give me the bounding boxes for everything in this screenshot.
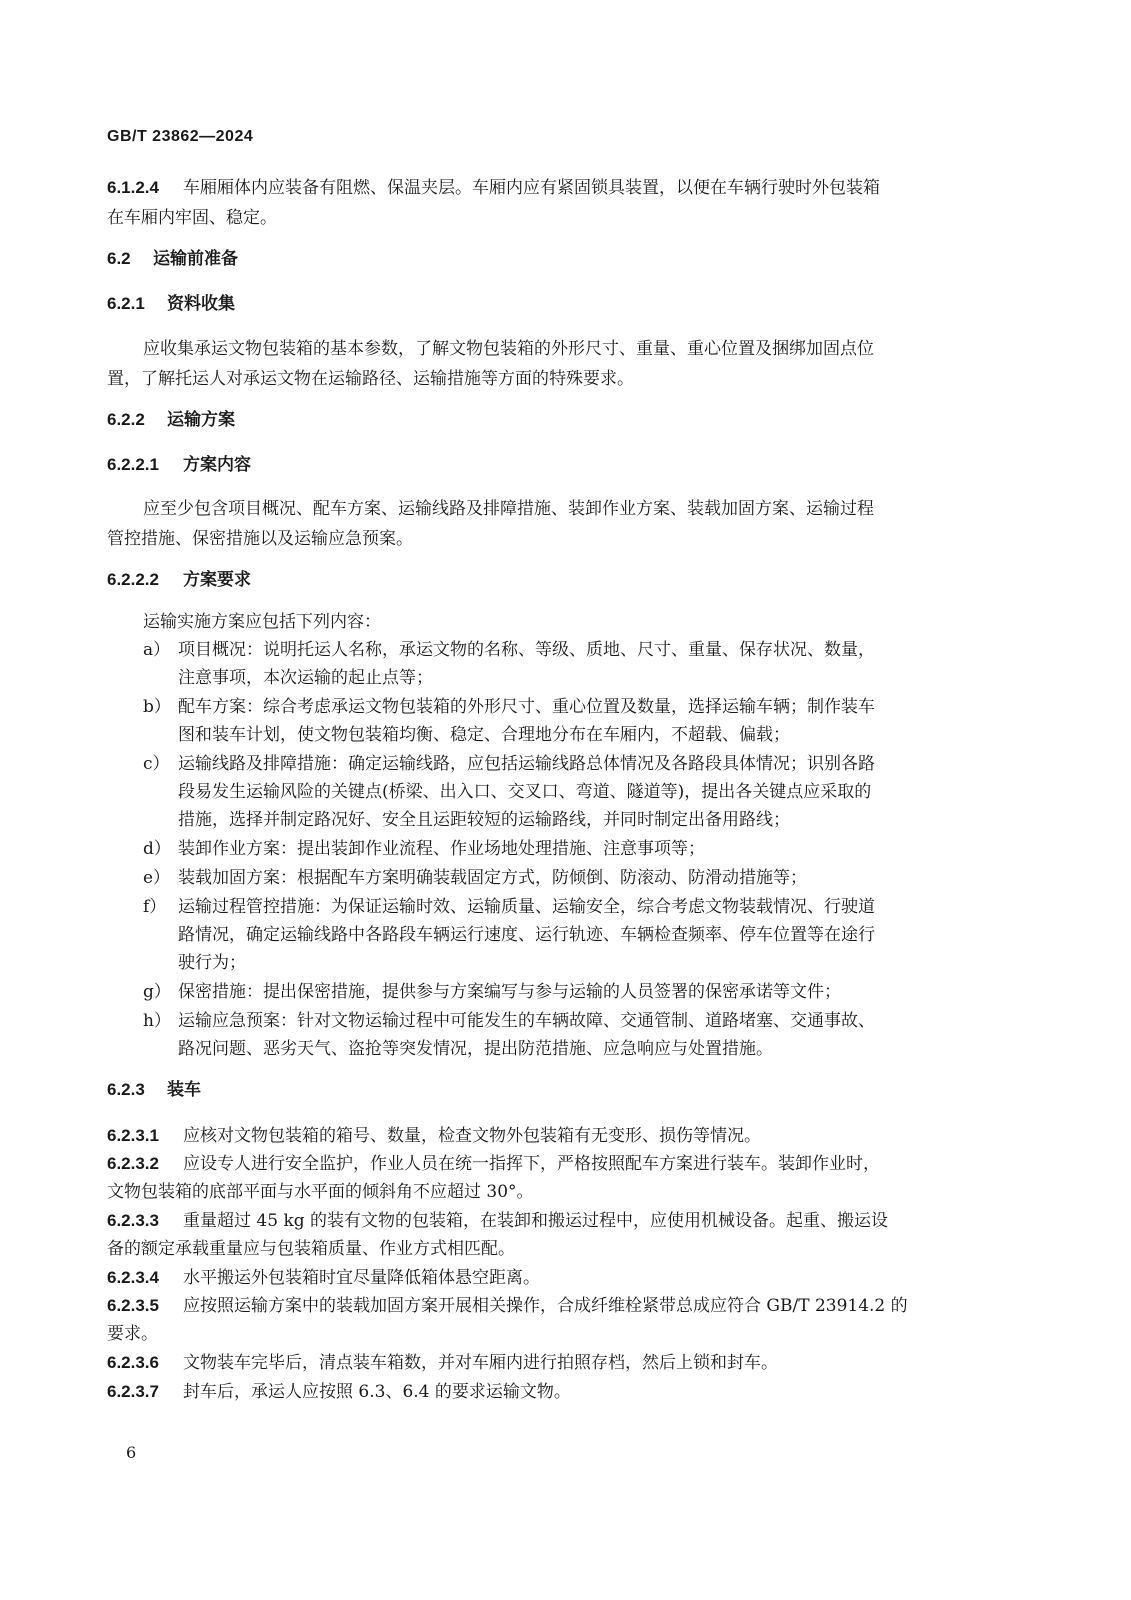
- section-title: 资料收集: [167, 294, 235, 313]
- clause-6-1-2-4: [107, 178, 880, 198]
- list-item-line: 路情况，确定运输线路中各路段车辆运行速度、运行轨迹、车辆检查频率、停车位置等在途行: [178, 925, 875, 945]
- clause-number: 6.2.3.5: [107, 1296, 159, 1315]
- list-marker: b）: [143, 697, 171, 717]
- list-marker: f）: [143, 897, 167, 917]
- list-marker: d）: [143, 839, 171, 859]
- list-marker: a）: [143, 640, 171, 660]
- list-marker: h）: [143, 1011, 171, 1031]
- clause-number: 6.2.3.4: [107, 1268, 159, 1287]
- paragraph-line: 应收集承运文物包装箱的基本参数，了解文物包装箱的外形尺寸、重量、重心位置及捆绑加固点位: [143, 339, 874, 359]
- list-item-line: 驶行为；: [178, 953, 246, 973]
- clause-number: 6.2.3.1: [107, 1126, 159, 1145]
- list-marker: e）: [143, 868, 171, 888]
- list-marker: c）: [143, 754, 170, 774]
- clause-text: 应核对文物包装箱的箱号、数量，检查文物外包装箱有无变形、损伤等情况。: [183, 1126, 761, 1146]
- clause-6-2-3-3: [107, 1211, 888, 1231]
- list-item-line: 装卸作业方案：提出装卸作业流程、作业场地处理措施、注意事项等；: [178, 839, 705, 859]
- list-item-line: 运输应急预案：针对文物运输过程中可能发生的车辆故障、交通管制、道路堵塞、交通事故、: [178, 1011, 875, 1031]
- clause-number: 6.2.3.3: [107, 1211, 159, 1230]
- section-6-2-2-1-heading: [107, 455, 251, 475]
- section-6-2-3-heading: [107, 1080, 201, 1100]
- clause-number: 6.2.3.6: [107, 1353, 159, 1372]
- list-item-line: 注意事项，本次运输的起止点等；: [178, 668, 433, 688]
- page-number: 6: [126, 1443, 137, 1462]
- section-6-2-2-2-heading: [107, 570, 251, 590]
- section-6-2-1-heading: [107, 294, 235, 314]
- section-number: 6.2: [107, 249, 131, 268]
- clause-number: 6.2.3.2: [107, 1154, 159, 1173]
- clause-text: 文物装车完毕后，清点装车箱数，并对车厢内进行拍照存档，然后上锁和封车。: [183, 1353, 778, 1373]
- section-6-2-2-heading: [107, 410, 235, 430]
- section-title: 方案内容: [183, 455, 251, 474]
- clause-6-2-3-4: [107, 1268, 540, 1288]
- list-item-line: 运输过程管控措施：为保证运输时效、运输质量、运输安全，综合考虑文物装载情况、行驶道: [178, 897, 875, 917]
- list-item-line: 运输线路及排障措施：确定运输线路，应包括运输线路总体情况及各路段具体情况；识别各路: [178, 754, 875, 774]
- clause-text: 应设专人进行安全监护，作业人员在统一指挥下，严格按照配车方案进行装车。装卸作业时，: [183, 1154, 880, 1174]
- clause-6-2-3-6: [107, 1353, 778, 1373]
- section-title: 运输方案: [167, 410, 235, 429]
- clause-text-cont: 在车厢内牢固、稳定。: [107, 208, 277, 228]
- clause-number: 6.2.3.7: [107, 1382, 159, 1401]
- list-item-line: 图和装车计划，使文物包装箱均衡、稳定、合理地分布在车厢内，不超载、偏载；: [178, 725, 790, 745]
- section-title: 方案要求: [183, 570, 251, 589]
- clause-text: 车厢厢体内应装备有阻燃、保温夹层。车厢内应有紧固锁具装置，以便在车辆行驶时外包装箱: [183, 178, 880, 198]
- clause-6-2-3-1: [107, 1126, 761, 1146]
- section-title: 装车: [167, 1080, 201, 1099]
- section-number: 6.2.2.2: [107, 570, 159, 589]
- clause-text-cont: 文物包装箱的底部平面与水平面的倾斜角不应超过 30°。: [107, 1182, 534, 1202]
- section-title: 运输前准备: [153, 249, 238, 268]
- clause-6-2-3-5: [107, 1296, 908, 1316]
- clause-6-2-3-7: [107, 1382, 571, 1402]
- list-item-line: 装载加固方案：根据配车方案明确装载固定方式，防倾倒、防滚动、防滑动措施等；: [178, 868, 807, 888]
- section-number: 6.2.2.1: [107, 455, 159, 474]
- section-number: 6.2.1: [107, 294, 145, 313]
- clause-number: 6.1.2.4: [107, 178, 159, 197]
- section-number: 6.2.2: [107, 410, 145, 429]
- paragraph-line: 管控措施、保密措施以及运输应急预案。: [107, 529, 413, 549]
- standard-code-header: GB/T 23862—2024: [107, 128, 254, 145]
- clause-6-2-3-2: [107, 1154, 880, 1174]
- section-number: 6.2.3: [107, 1080, 145, 1099]
- list-item-line: 措施，选择并制定路况好、安全且运距较短的运输路线，并同时制定出备用路线；: [178, 810, 790, 830]
- clause-text: 封车后，承运人应按照 6.3、6.4 的要求运输文物。: [183, 1382, 571, 1402]
- list-item-line: 保密措施：提出保密措施，提供参与方案编写与参与运输的人员签署的保密承诺等文件；: [178, 982, 841, 1002]
- list-marker: g）: [143, 982, 171, 1002]
- clause-text-cont: 备的额定承载重量应与包装箱质量、作业方式相匹配。: [107, 1239, 515, 1259]
- list-item-line: 项目概况：说明托运人名称，承运文物的名称、等级、质地、尺寸、重量、保存状况、数量，: [178, 640, 875, 660]
- list-item-line: 路况问题、恶劣天气、盗抢等突发情况，提出防范措施、应急响应与处置措施。: [178, 1039, 773, 1059]
- paragraph-line: 置，了解托运人对承运文物在运输路径、运输措施等方面的特殊要求。: [107, 369, 634, 389]
- clause-text: 水平搬运外包装箱时宜尽量降低箱体悬空距离。: [183, 1268, 540, 1288]
- list-item-line: 段易发生运输风险的关键点(桥梁、出入口、交叉口、弯道、隧道等)，提出各关键点应采取的: [178, 782, 872, 802]
- clause-text: 应按照运输方案中的装载加固方案开展相关操作，合成纤维栓紧带总成应符合 GB/T 23914.2 的: [183, 1296, 908, 1316]
- clause-text-cont: 要求。: [107, 1324, 158, 1344]
- list-intro: 运输实施方案应包括下列内容：: [143, 612, 381, 632]
- section-6-2-heading: [107, 249, 238, 269]
- list-item-line: 配车方案：综合考虑承运文物包装箱的外形尺寸、重心位置及数量，选择运输车辆；制作装车: [178, 697, 875, 717]
- paragraph-line: 应至少包含项目概况、配车方案、运输线路及排障措施、装卸作业方案、装载加固方案、运输过程: [143, 499, 874, 519]
- clause-text: 重量超过 45 kg 的装有文物的包装箱，在装卸和搬运过程中，应使用机械设备。起重、搬运设: [183, 1211, 889, 1231]
